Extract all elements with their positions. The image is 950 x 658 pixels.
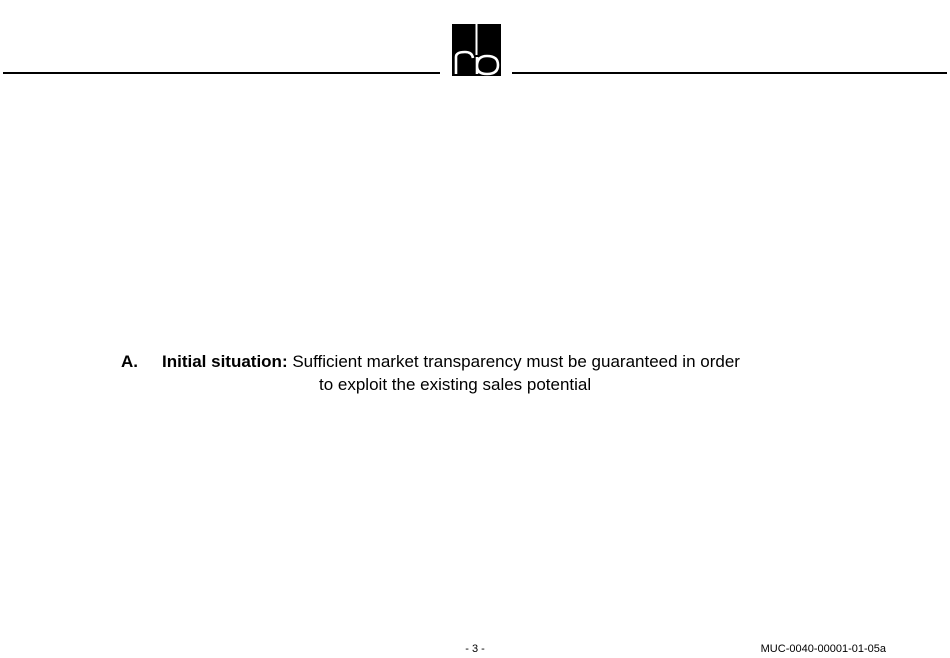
page-number: - 3 - [465, 643, 485, 655]
section-text-line-1: Sufficient market transparency must be guaranteed in order [292, 352, 740, 371]
header-rule-left [3, 72, 440, 74]
section-label: Initial situation: [162, 352, 288, 371]
section-letter: A. [121, 352, 138, 371]
section-text-line-2: to exploit the existing sales potential [319, 375, 592, 394]
rb-logo-mark [452, 24, 501, 76]
rb-logo [452, 24, 501, 76]
heading-line-2 [319, 373, 591, 396]
header-rule-right [512, 72, 947, 74]
heading-line-1 [121, 350, 740, 373]
document-reference: MUC-0040-00001-01-05a [760, 643, 886, 655]
